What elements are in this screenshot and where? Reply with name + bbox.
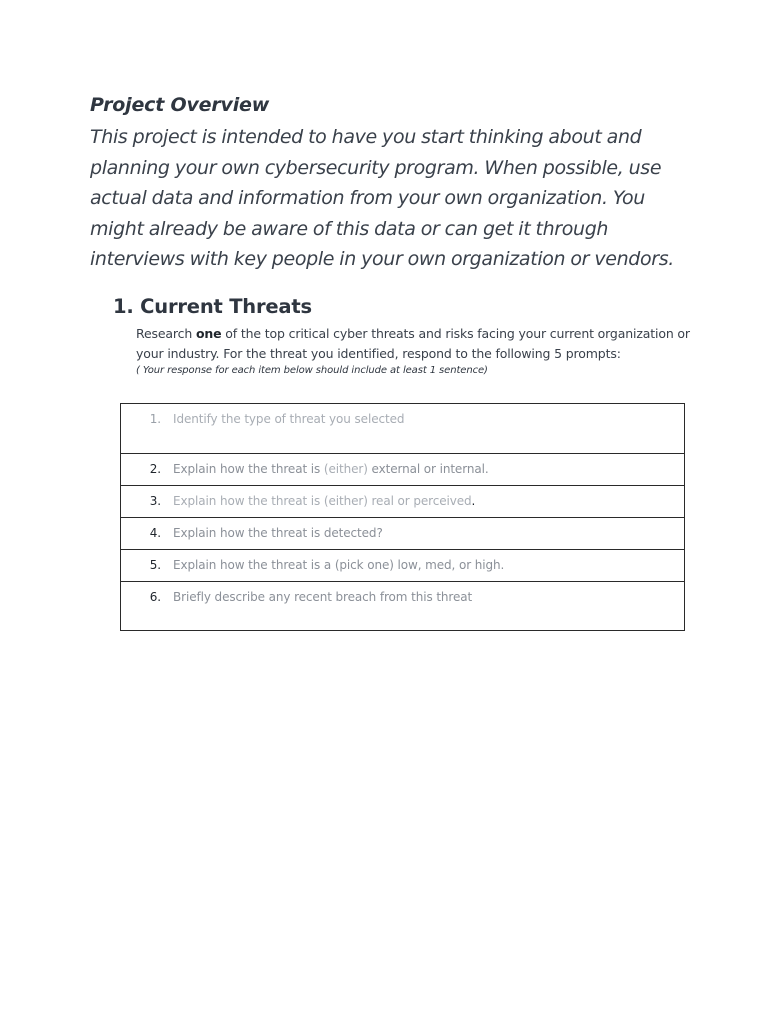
- prompt-number: 5.: [149, 558, 161, 572]
- prompt-cell: [121, 582, 685, 631]
- intro-emphasis: one: [195, 326, 222, 341]
- prompt-cell: [121, 518, 685, 550]
- prompt-cell: [121, 550, 685, 582]
- prompt-number: 4.: [149, 526, 161, 540]
- prompt-text: [173, 462, 489, 476]
- prompt-number: 1.: [149, 412, 161, 426]
- prompt-cell: [121, 454, 685, 486]
- prompts-table: [120, 403, 685, 631]
- prompt-text: [173, 494, 475, 508]
- prompt-text-part: external or internal.: [367, 462, 489, 476]
- prompt-cell: [121, 486, 685, 518]
- intro-text-end: of the top critical cyber threats and risks facing your current organization or your industry. For the threat you identified, respond to the following 5 prompts:: [136, 326, 690, 361]
- prompt-row-6: [121, 582, 685, 631]
- prompt-row-3: [121, 486, 685, 518]
- prompt-text-faint: (either): [323, 462, 368, 476]
- response-note: ( Your response for each item below should include at least 1 sentence): [136, 365, 488, 376]
- prompt-number: 6.: [149, 590, 161, 604]
- prompt-text: Explain how the threat is detected?: [173, 526, 383, 540]
- prompt-text: Briefly describe any recent breach from this threat: [173, 590, 473, 604]
- project-overview-title: Project Overview: [90, 94, 270, 116]
- prompt-text: Explain how the threat is a (pick one) low, med, or high.: [173, 558, 505, 572]
- prompt-cell: [121, 404, 685, 454]
- prompt-row-2: [121, 454, 685, 486]
- prompt-number: 2.: [149, 462, 161, 476]
- project-overview-body: This project is intended to have you start thinking about and planning your own cybersecurity program. When possible, use actual data and information from your own organization. You might already be aware of this data or can get it through interviews with key people in your own organization or vendors.: [90, 126, 674, 270]
- prompt-text-part: Explain how the threat is: [173, 462, 324, 476]
- prompt-text-part: Identify the type of threat you selected: [173, 412, 405, 426]
- current-threats-intro: [136, 324, 696, 364]
- current-threats-heading: 1. Current Threats: [113, 295, 312, 318]
- prompt-text: [173, 412, 404, 426]
- prompt-row-1: [121, 404, 685, 454]
- prompt-text-end: .: [471, 494, 476, 508]
- prompt-number: 3.: [149, 494, 161, 508]
- prompt-row-5: [121, 550, 685, 582]
- prompt-row-4: [121, 518, 685, 550]
- intro-text-start: Research: [136, 326, 196, 341]
- prompt-text-faint: Explain how the threat is (either) real or perceived: [173, 494, 472, 508]
